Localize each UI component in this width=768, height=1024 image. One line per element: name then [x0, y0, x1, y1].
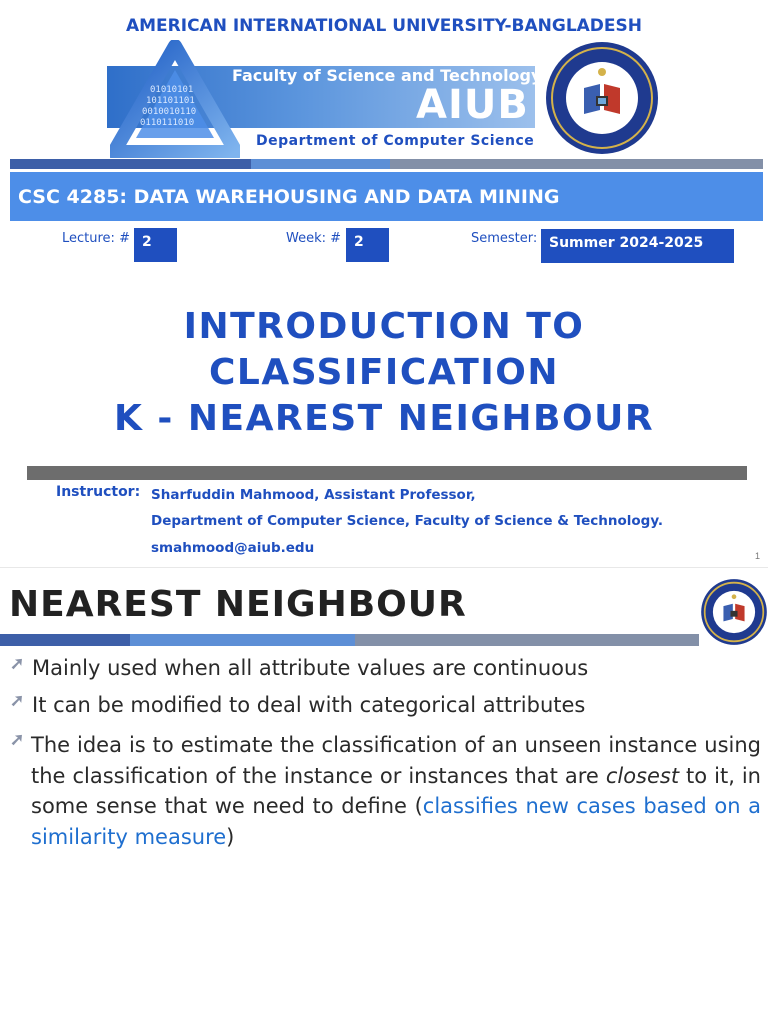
university-name: AMERICAN INTERNATIONAL UNIVERSITY-BANGLADESH — [125, 16, 643, 36]
svg-text:01010101: 01010101 — [150, 85, 194, 95]
arrow-bullet-icon: ➚ — [10, 730, 25, 749]
title-stripe-dark — [0, 634, 130, 646]
binary-triangle-logo-icon — [110, 40, 240, 158]
bullet-item: It can be modified to deal with categorical attributes — [32, 693, 586, 717]
bullet-text-part: to it, in some sense that we need to define ( — [31, 763, 761, 818]
department-name: Department of Computer Science — [256, 133, 535, 149]
lecture-label: Lecture: # — [62, 231, 130, 246]
semester-label: Semester: — [471, 231, 538, 246]
svg-text:0010010110: 0010010110 — [142, 107, 197, 117]
title-stripe-mid — [130, 634, 355, 646]
course-title: CSC 4285: DATA WAREHOUSING AND DATA MINING — [18, 186, 560, 208]
bullet-text-part: ) — [226, 824, 235, 849]
lecture-title-line-2: CLASSIFICATION — [208, 352, 559, 393]
arrow-bullet-icon: ➚ — [10, 691, 25, 710]
svg-text:0110111010: 0110111010 — [140, 118, 195, 128]
header-stripe-dark — [10, 159, 251, 169]
highlighted-definition: classifies new cases based on a similarity measure — [31, 794, 761, 849]
instructor-label: Instructor: — [56, 484, 141, 500]
lecture-title-line-1: INTRODUCTION TO — [183, 306, 585, 347]
semester-value: Summer 2024-2025 — [541, 229, 734, 263]
bullet-item: Mainly used when all attribute values are continuous — [32, 656, 589, 680]
bullet-text-part: The idea is to estimate the classification of an unseen instance using the classification of the instance or instances that are — [31, 733, 761, 788]
university-seal-icon — [544, 40, 660, 156]
svg-text:101101101: 101101101 — [146, 96, 195, 106]
title-stripe-grey — [355, 634, 699, 646]
emphasis-word: closest — [605, 763, 680, 788]
faculty-name: Faculty of Science and Technology — [232, 66, 542, 85]
instructor-email[interactable]: smahmood@aiub.edu — [151, 540, 315, 556]
arrow-bullet-icon: ➚ — [10, 654, 25, 673]
instructor-name: Sharfuddin Mahmood, Assistant Professor, — [151, 487, 476, 503]
instructor-department: Department of Computer Science, Faculty of Science & Technology. — [151, 513, 664, 529]
slide-title: NEAREST NEIGHBOUR — [9, 584, 467, 625]
lecture-title — [0, 304, 768, 442]
slide-divider — [0, 567, 768, 568]
aiub-wordmark: AIUB — [416, 82, 529, 128]
header-stripe-grey — [390, 159, 763, 169]
bullet-item — [31, 730, 761, 852]
university-seal-icon — [700, 578, 768, 646]
header-stripe-mid — [251, 159, 390, 169]
page-number: 1 — [755, 551, 761, 561]
lecture-title-line-3: K - NEAREST NEIGHBOUR — [113, 398, 655, 439]
title-divider-bar — [27, 466, 747, 480]
week-number: 2 — [346, 228, 389, 262]
lecture-number: 2 — [134, 228, 177, 262]
week-label: Week: # — [286, 231, 342, 246]
